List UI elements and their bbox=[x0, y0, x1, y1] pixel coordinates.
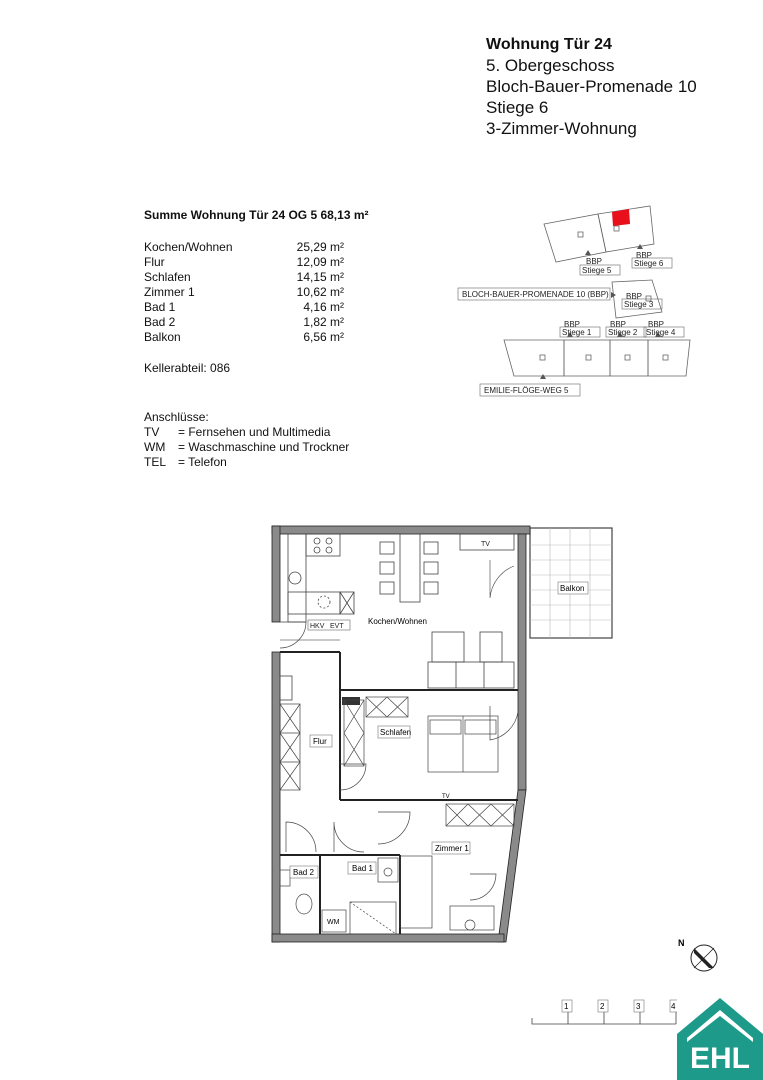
room-area: 4,16 m² bbox=[303, 300, 344, 314]
room-label-bad-1: Bad 1 bbox=[352, 864, 373, 873]
room-name: Flur bbox=[144, 255, 165, 269]
room-name: Kochen/Wohnen bbox=[144, 240, 233, 254]
room-area: 12,09 m² bbox=[296, 255, 344, 269]
floor-plan bbox=[265, 520, 625, 950]
entrance-arrow-icon bbox=[540, 374, 546, 379]
apartment-address: Bloch-Bauer-Promenade 10 bbox=[486, 77, 697, 96]
bedroom bbox=[340, 697, 518, 790]
room-name: Bad 1 bbox=[144, 300, 176, 314]
north-arrow-icon bbox=[676, 934, 724, 974]
label-stiege-5: Stiege 5 bbox=[582, 266, 612, 275]
apartment-header bbox=[486, 34, 697, 139]
building-marker bbox=[540, 355, 545, 360]
room-area: 10,62 m² bbox=[296, 285, 344, 299]
site-plan bbox=[440, 200, 700, 410]
connection-row bbox=[144, 440, 350, 455]
room-area: 6,56 m² bbox=[303, 330, 344, 344]
label-stiege-4: Stiege 4 bbox=[646, 328, 676, 337]
area-list bbox=[144, 240, 344, 345]
scale-label: 2 bbox=[600, 1002, 605, 1011]
area-row bbox=[144, 270, 344, 285]
area-row bbox=[144, 300, 344, 315]
room-area: 25,29 m² bbox=[296, 240, 344, 254]
flur-wardrobe bbox=[280, 704, 300, 790]
label-wm: WM bbox=[327, 919, 340, 926]
label-hkv: HKV bbox=[310, 623, 325, 630]
label-stiege-3: Stiege 3 bbox=[624, 300, 654, 309]
building-outline bbox=[648, 340, 690, 376]
connection-desc: = Telefon bbox=[178, 455, 227, 469]
interior-walls bbox=[280, 640, 518, 934]
room-area: 1,82 m² bbox=[303, 315, 344, 329]
scale-label: 1 bbox=[564, 1002, 569, 1011]
label-stiege-1: Stiege 1 bbox=[562, 328, 592, 337]
connection-row bbox=[144, 425, 331, 440]
room-name: Balkon bbox=[144, 330, 181, 344]
connection-desc: = Waschmaschine und Trockner bbox=[178, 440, 350, 454]
building-marker bbox=[578, 232, 583, 237]
label-tv: TV bbox=[481, 541, 490, 548]
north-label: N bbox=[678, 938, 685, 948]
label-bbp: BBP bbox=[610, 320, 627, 329]
connection-key: WM bbox=[144, 440, 166, 454]
room-label-balkon: Balkon bbox=[560, 584, 585, 593]
entrance-arrow-icon bbox=[585, 250, 591, 255]
building-marker bbox=[586, 355, 591, 360]
room-label-bad-2: Bad 2 bbox=[293, 868, 314, 877]
room-zimmer-1 bbox=[378, 804, 514, 930]
area-row bbox=[144, 285, 344, 300]
building-marker bbox=[614, 226, 619, 231]
connection-row bbox=[144, 455, 227, 470]
room-area: 14,15 m² bbox=[296, 270, 344, 284]
connections-legend bbox=[144, 410, 350, 470]
label-bbp: BBP bbox=[626, 292, 643, 301]
connection-key: TV bbox=[144, 425, 160, 439]
label-evt: EVT bbox=[330, 623, 344, 630]
apartment-floor: 5. Obergeschoss bbox=[486, 56, 615, 75]
building-marker bbox=[663, 355, 668, 360]
label-stiege-6: Stiege 6 bbox=[634, 259, 664, 268]
connections-title: Anschlüsse: bbox=[144, 410, 209, 424]
room-label-kochen-wohnen: Kochen/Wohnen bbox=[368, 617, 428, 626]
scale-bar bbox=[526, 996, 678, 1030]
label-bbp: BBP bbox=[586, 257, 603, 266]
room-label-flur: Flur bbox=[313, 737, 327, 746]
scale-label: 4 bbox=[671, 1002, 676, 1011]
label-stiege-2: Stiege 2 bbox=[608, 328, 638, 337]
area-row bbox=[144, 330, 344, 345]
building-marker bbox=[625, 355, 630, 360]
room-label-zimmer-1: Zimmer 1 bbox=[435, 844, 469, 853]
apartment-stair: Stiege 6 bbox=[486, 98, 549, 117]
balcony bbox=[530, 528, 612, 638]
ehl-logo bbox=[677, 994, 763, 1080]
building-outline bbox=[564, 340, 610, 376]
area-row bbox=[144, 315, 344, 330]
room-name: Bad 2 bbox=[144, 315, 176, 329]
building-outline bbox=[610, 340, 648, 376]
street-label-bbp: BLOCH-BAUER-PROMENADE 10 (BBP) bbox=[462, 290, 609, 299]
room-name: Zimmer 1 bbox=[144, 285, 195, 299]
scale-label: 3 bbox=[636, 1002, 641, 1011]
room-label-schlafen: Schlafen bbox=[380, 728, 412, 737]
label-bbp: BBP bbox=[636, 251, 653, 260]
street-label-emilie: EMILIE-FLÖGE-WEG 5 bbox=[484, 386, 569, 395]
logo-text: EHL bbox=[690, 1042, 750, 1075]
building-outline bbox=[544, 214, 606, 262]
connection-key: TEL bbox=[144, 455, 167, 469]
area-row bbox=[144, 255, 344, 270]
cellar-label: Kellerabteil: 086 bbox=[144, 361, 231, 375]
label-bbp: BBP bbox=[564, 320, 581, 329]
apartment-highlight bbox=[612, 209, 630, 226]
label-bbp: BBP bbox=[648, 320, 665, 329]
building-outline bbox=[504, 340, 564, 376]
wardrobe-small bbox=[280, 676, 292, 700]
area-summary-title: Summe Wohnung Tür 24 OG 5 68,13 m² bbox=[144, 208, 369, 222]
apartment-title: Wohnung Tür 24 bbox=[486, 36, 612, 53]
entrance-door bbox=[280, 622, 306, 648]
room-name: Schlafen bbox=[144, 270, 191, 284]
kitchen bbox=[288, 534, 514, 688]
connection-desc: = Fernsehen und Multimedia bbox=[178, 425, 331, 439]
apartment-type: 3-Zimmer-Wohnung bbox=[486, 119, 637, 138]
area-row bbox=[144, 240, 344, 255]
label-tv-schlafen: TV bbox=[442, 794, 450, 800]
